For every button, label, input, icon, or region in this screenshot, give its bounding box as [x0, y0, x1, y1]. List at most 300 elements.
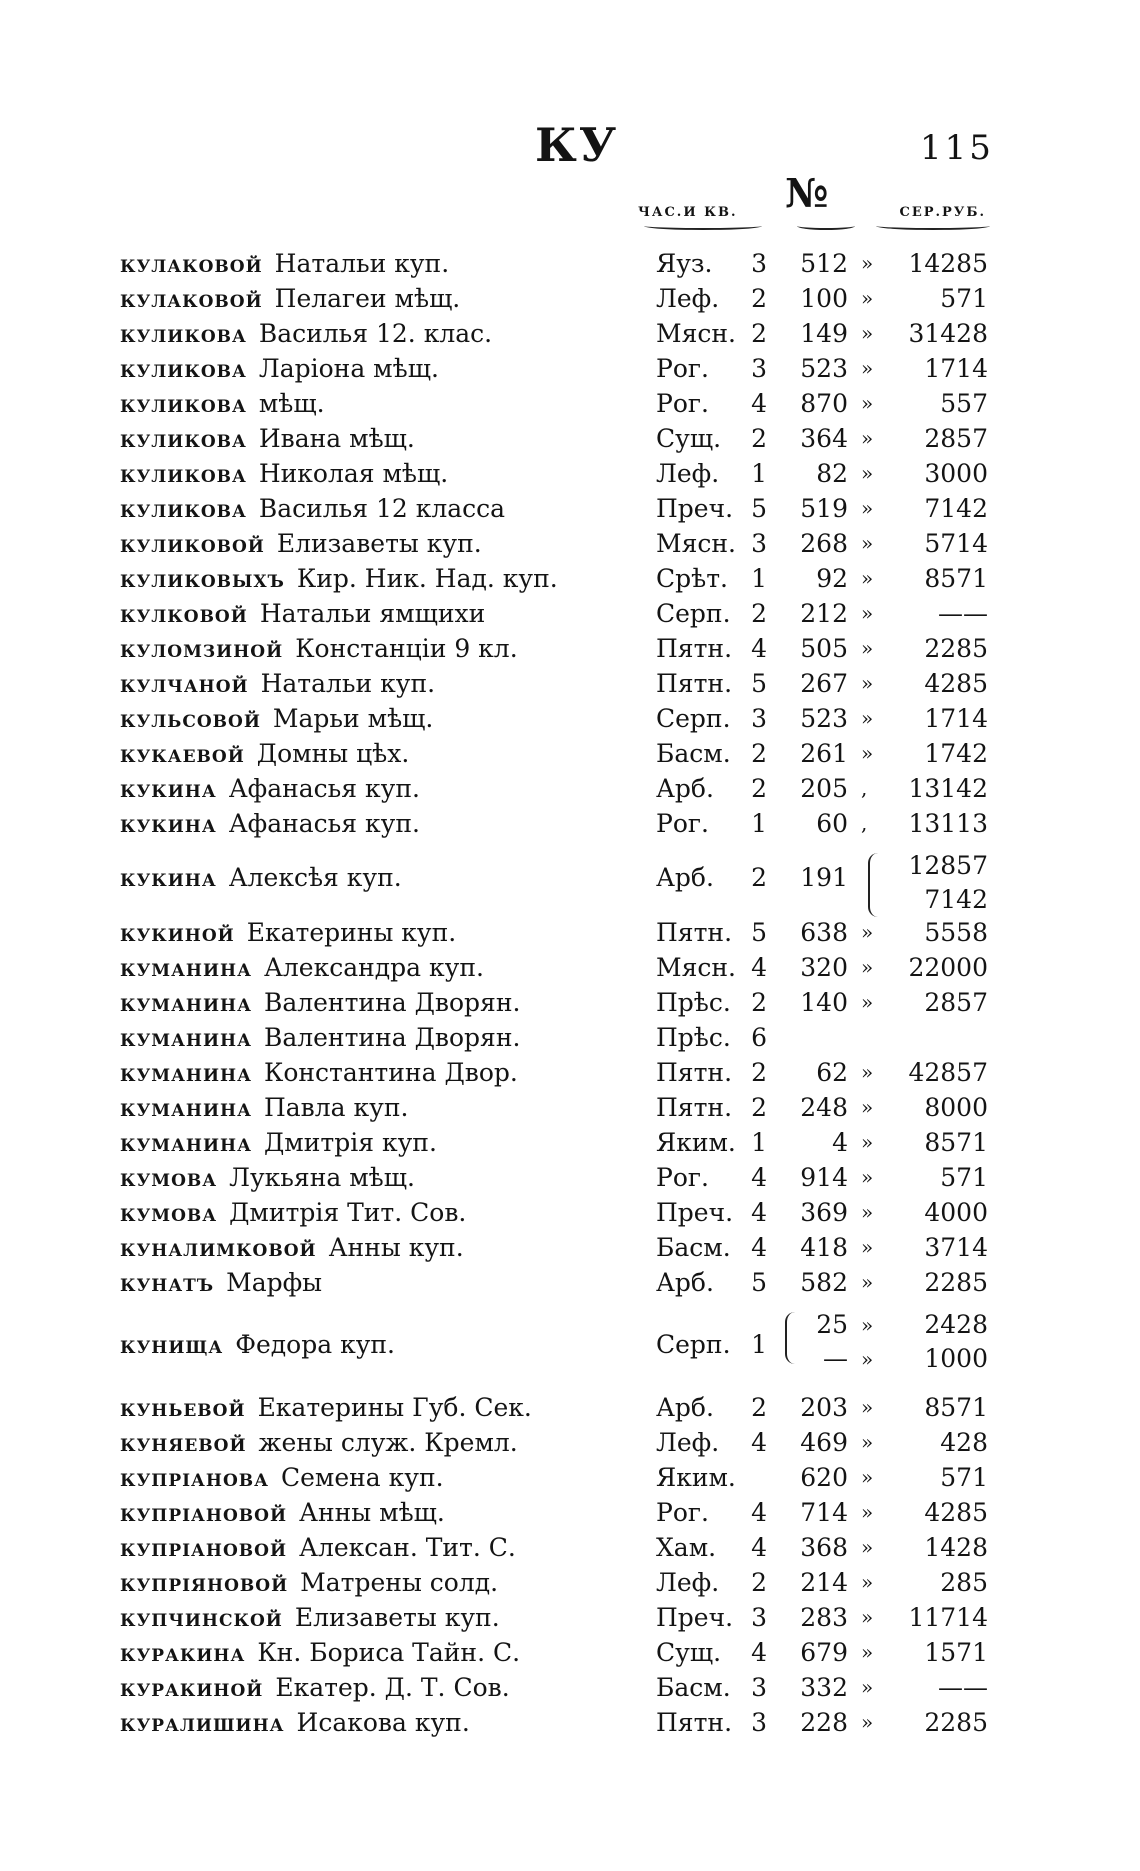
entry-district: Рог.: [656, 354, 709, 383]
entry-surname: куломзиной: [120, 634, 284, 663]
entry-price: 7142: [924, 494, 988, 523]
entry-description: Федора куп.: [235, 1330, 396, 1359]
entry-district: Хам.: [656, 1533, 717, 1562]
entry-row: [0, 351, 1140, 386]
entry-price: 11714: [908, 1603, 988, 1632]
entry-separator: »: [861, 990, 874, 1014]
entry-price-stack: [880, 849, 988, 917]
entry-price: 14285: [908, 249, 988, 278]
entry-price: 13142: [908, 774, 988, 803]
entry-surname: кульсовой: [120, 704, 261, 733]
entry-separator: »: [861, 671, 874, 695]
entry-separator: »: [861, 1095, 874, 1119]
entry-price: 285: [940, 1568, 988, 1597]
entry-district: Преч.: [656, 1198, 734, 1227]
entry-surname: кулковой: [120, 599, 248, 628]
entry-part: 2: [751, 739, 767, 768]
entry-number: 4: [832, 1128, 848, 1157]
entry-price: 428: [940, 1428, 988, 1457]
entry-district: Яким.: [656, 1463, 736, 1492]
entry-part: 2: [751, 319, 767, 348]
entry-price: 13113: [908, 809, 988, 838]
entry-row: [0, 1160, 1140, 1195]
entry-surname: куманина: [120, 1023, 252, 1052]
entry-description: Алексан. Тит. С.: [299, 1533, 516, 1562]
entry-description: Ларіона мѣщ.: [258, 354, 439, 383]
entry-part: 2: [751, 599, 767, 628]
entry-row: [0, 1425, 1140, 1460]
entry-number: 620: [800, 1463, 848, 1492]
entry-number: 228: [800, 1708, 848, 1737]
entry-part: 4: [751, 1163, 767, 1192]
entry-description: Николая мѣщ.: [258, 459, 449, 488]
entry-surname: куманина: [120, 1058, 252, 1087]
entry-price: 571: [940, 284, 988, 313]
entry-row: [0, 246, 1140, 281]
entry-separator: »: [861, 566, 874, 590]
entry-part: 3: [751, 1603, 767, 1632]
entry-number: 638: [800, 918, 848, 947]
entry-separator: »: [861, 1060, 874, 1084]
entry-description: Алексѣя куп.: [228, 863, 402, 892]
entry-separator: »: [861, 920, 874, 944]
entry-part: 2: [751, 774, 767, 803]
entry-row: [0, 771, 1140, 806]
entry-price: 1000: [924, 1344, 988, 1373]
entry-description: Матрены солд.: [300, 1568, 499, 1597]
entry-surname: кулчаной: [120, 669, 249, 698]
entry-row: [0, 915, 1140, 950]
entry-part: 5: [751, 1268, 767, 1297]
entry-surname: куликова: [120, 494, 247, 523]
entry-separator: »: [861, 1710, 874, 1734]
entry-district: Сущ.: [656, 1638, 722, 1667]
entry-number: 191: [800, 863, 848, 892]
entry-number: 82: [816, 459, 848, 488]
entry-district: Серп.: [656, 599, 731, 628]
entry-district: Яуз.: [656, 249, 713, 278]
entry-number: 320: [800, 953, 848, 982]
entry-district: Прѣс.: [656, 1023, 731, 1052]
entry-row: [0, 1565, 1140, 1600]
entry-row: [0, 1125, 1140, 1160]
entry-district: Арб.: [656, 1393, 714, 1422]
entry-district: Серп.: [656, 704, 731, 733]
entry-separator: »: [861, 1675, 874, 1699]
entry-price: 8000: [924, 1093, 988, 1122]
entry-price: 2285: [924, 1708, 988, 1737]
entry-district: Басм.: [656, 1233, 731, 1262]
entry-district: Пятн.: [656, 1093, 733, 1122]
entry-price: 571: [940, 1463, 988, 1492]
entry-separator: »: [861, 601, 874, 625]
entry-separator: »: [861, 1130, 874, 1154]
entry-part: 2: [751, 1093, 767, 1122]
entry-row: [0, 849, 1140, 914]
entry-row: [0, 1230, 1140, 1265]
entry-surname: кулаковой: [120, 284, 263, 313]
entry-separator: »: [861, 496, 874, 520]
entry-part: 5: [751, 494, 767, 523]
entry-surname: куликова: [120, 424, 247, 453]
entry-surname: купріанова: [120, 1463, 269, 1492]
entry-price: 557: [940, 389, 988, 418]
entry-description: Константина Двор.: [263, 1058, 518, 1087]
entry-description: Лукьяна мѣщ.: [229, 1163, 415, 1192]
entry-row: [0, 1308, 1140, 1382]
entry-row: [0, 491, 1140, 526]
entry-part: 3: [751, 704, 767, 733]
entry-separator: »: [861, 1165, 874, 1189]
column-header-price: СЕР.РУБ.: [899, 205, 986, 220]
entry-separator: »: [861, 1570, 874, 1594]
entry-number: 582: [800, 1268, 848, 1297]
entry-part: 3: [751, 354, 767, 383]
entry-row: [0, 1460, 1140, 1495]
entry-number: 714: [800, 1498, 848, 1527]
entry-row: [0, 1600, 1140, 1635]
entry-price: 7142: [924, 885, 988, 914]
entry-row: [0, 1670, 1140, 1705]
entry-surname: купчинской: [120, 1603, 283, 1632]
entry-number: 205: [800, 774, 848, 803]
entry-part: 5: [751, 918, 767, 947]
entry-number-stack: [800, 1308, 848, 1376]
entry-price: 2285: [924, 1268, 988, 1297]
entry-part: 3: [751, 529, 767, 558]
entry-district: Мясн.: [656, 319, 736, 348]
entry-price: 2285: [924, 634, 988, 663]
entry-surname: кукина: [120, 774, 217, 803]
entry-description: Домны цѣх.: [256, 739, 410, 768]
entry-description: Дмитрія Тит. Сов.: [229, 1198, 467, 1227]
entry-separator: »: [861, 1270, 874, 1294]
entry-separator: »: [861, 1347, 874, 1371]
entry-row: [0, 985, 1140, 1020]
entry-row: [0, 561, 1140, 596]
entry-separator: »: [861, 1500, 874, 1524]
entry-part: 2: [751, 988, 767, 1017]
entry-number: 100: [800, 284, 848, 313]
entry-description: Кн. Бориса Тайн. С.: [257, 1638, 521, 1667]
entry-number: 283: [800, 1603, 848, 1632]
entry-number: —: [823, 1344, 848, 1373]
entry-surname: куманина: [120, 988, 252, 1017]
entry-separator: »: [861, 391, 874, 415]
entry-separator: »: [861, 356, 874, 380]
entry-description: Натальи куп.: [260, 669, 436, 698]
entry-description: Елизаветы куп.: [276, 529, 482, 558]
entry-separator: »: [861, 286, 874, 310]
entry-number: 512: [800, 249, 848, 278]
entry-part: 4: [751, 1233, 767, 1262]
entry-district: Басм.: [656, 739, 731, 768]
entry-description: Афанасья куп.: [228, 774, 420, 803]
entry-part: 1: [751, 809, 767, 838]
entry-description: Семена куп.: [280, 1463, 444, 1492]
entry-number: 505: [800, 634, 848, 663]
entry-district: Рог.: [656, 1163, 709, 1192]
entry-part: 2: [751, 1568, 767, 1597]
entry-description: Анны куп.: [328, 1233, 464, 1262]
entry-description: Екатерины куп.: [246, 918, 457, 947]
entry-surname: куманина: [120, 1093, 252, 1122]
entry-separator: »: [861, 1605, 874, 1629]
entry-row: [0, 1705, 1140, 1740]
entry-surname: куралишина: [120, 1708, 285, 1737]
entry-number: 60: [816, 809, 848, 838]
entry-price: 4285: [924, 669, 988, 698]
entry-separator: »: [861, 1395, 874, 1419]
entry-separator: »: [861, 741, 874, 765]
entry-number: 418: [800, 1233, 848, 1262]
entry-row: [0, 701, 1140, 736]
entry-price: 1428: [924, 1533, 988, 1562]
entry-surname: кунатъ: [120, 1268, 215, 1297]
entry-district: Прѣс.: [656, 988, 731, 1017]
entry-price: 3000: [924, 459, 988, 488]
entry-description: Марьи мѣщ.: [272, 704, 434, 733]
entry-row: [0, 1495, 1140, 1530]
entry-district: Рог.: [656, 1498, 709, 1527]
entry-price: 8571: [924, 1128, 988, 1157]
entry-part: 4: [751, 389, 767, 418]
entry-number: 62: [816, 1058, 848, 1087]
entry-part: 4: [751, 1428, 767, 1457]
entry-price: 5714: [924, 529, 988, 558]
entry-separator: »: [861, 1465, 874, 1489]
entry-row: [0, 1055, 1140, 1090]
entry-price: 1571: [924, 1638, 988, 1667]
entry-row: [0, 1265, 1140, 1300]
column-header-district: ЧАС.И КВ.: [638, 205, 738, 220]
entry-price: ——: [938, 1673, 988, 1702]
entry-description: Екатер. Д. Т. Сов.: [275, 1673, 510, 1702]
entry-number: 140: [800, 988, 848, 1017]
entry-price: 571: [940, 1163, 988, 1192]
entry-district: Леф.: [656, 284, 720, 313]
brace-mark: [785, 1312, 795, 1364]
entry-part: 2: [751, 1058, 767, 1087]
entry-price: 4000: [924, 1198, 988, 1227]
entry-surname: купріановой: [120, 1498, 288, 1527]
entry-number: 248: [800, 1093, 848, 1122]
entry-description: Валентина Дворян.: [263, 1023, 521, 1052]
entry-price: 5558: [924, 918, 988, 947]
entry-sep-stack: [861, 1308, 873, 1376]
entry-district: Пятн.: [656, 669, 733, 698]
entry-surname: куньевой: [120, 1393, 246, 1422]
entry-price: 3714: [924, 1233, 988, 1262]
entry-description: Дмитрія куп.: [263, 1128, 437, 1157]
entry-description: Констанціи 9 кл.: [295, 634, 518, 663]
entry-number: 369: [800, 1198, 848, 1227]
entry-number: 523: [800, 704, 848, 733]
entry-district: Леф.: [656, 1428, 720, 1457]
entry-number: 469: [800, 1428, 848, 1457]
entry-separator: »: [861, 531, 874, 555]
brace-mark: [868, 853, 878, 917]
entry-surname: куликова: [120, 459, 247, 488]
entry-separator: »: [861, 1235, 874, 1259]
entry-part: 2: [751, 1393, 767, 1422]
entry-district: Пятн.: [656, 634, 733, 663]
entry-part: 3: [751, 1673, 767, 1702]
entry-description: Натальи куп.: [274, 249, 450, 278]
entry-part: 3: [751, 1708, 767, 1737]
entry-district: Преч.: [656, 1603, 734, 1632]
entry-surname: купріяновой: [120, 1568, 289, 1597]
entry-description: Анны мѣщ.: [299, 1498, 445, 1527]
entry-district: Басм.: [656, 1673, 731, 1702]
entry-part: 4: [751, 953, 767, 982]
entry-price: 2857: [924, 988, 988, 1017]
entry-description: Натальи ямщихи: [259, 599, 486, 628]
entry-district: Срѣт.: [656, 564, 728, 593]
entry-number: 268: [800, 529, 848, 558]
entry-district: Арб.: [656, 774, 714, 803]
entry-part: 5: [751, 669, 767, 698]
entry-district: Пятн.: [656, 1708, 733, 1737]
entry-row: [0, 596, 1140, 631]
entry-separator: »: [861, 706, 874, 730]
entry-row: [0, 736, 1140, 771]
entry-row: [0, 456, 1140, 491]
entry-district: Леф.: [656, 1568, 720, 1597]
entry-number: 364: [800, 424, 848, 453]
entry-separator: ,: [861, 776, 868, 800]
entry-surname: куманина: [120, 953, 252, 982]
entry-part: 2: [751, 424, 767, 453]
header-brace: [644, 222, 762, 230]
entry-description: Марфы: [226, 1268, 323, 1297]
entry-row: [0, 421, 1140, 456]
entry-separator: »: [861, 636, 874, 660]
entry-part: 4: [751, 1498, 767, 1527]
entry-number: 914: [800, 1163, 848, 1192]
entry-district: Серп.: [656, 1330, 731, 1359]
entry-surname: куманина: [120, 1128, 252, 1157]
entry-price: 12857: [908, 851, 988, 880]
entry-district: Пятн.: [656, 1058, 733, 1087]
entry-row: [0, 1390, 1140, 1425]
entry-description: Александра куп.: [263, 953, 484, 982]
entry-surname: куликова: [120, 354, 247, 383]
entry-description: Афанасья куп.: [228, 809, 420, 838]
entry-price: 22000: [908, 953, 988, 982]
entry-row: [0, 1020, 1140, 1055]
entry-number: 332: [800, 1673, 848, 1702]
entry-description: Ивана мѣщ.: [258, 424, 415, 453]
entry-number: 870: [800, 389, 848, 418]
entry-district: Преч.: [656, 494, 734, 523]
entry-surname: кукиной: [120, 918, 235, 947]
entry-surname: кукина: [120, 863, 217, 892]
entry-row: [0, 1090, 1140, 1125]
entry-part: 1: [751, 1330, 767, 1359]
entry-number: 149: [800, 319, 848, 348]
entry-price-stack: [880, 1308, 988, 1376]
entry-description: Пелагеи мѣщ.: [274, 284, 461, 313]
entry-description: Елизаветы куп.: [294, 1603, 500, 1632]
entry-district: Яким.: [656, 1128, 736, 1157]
entry-surname: куликовой: [120, 529, 265, 558]
entry-description: Валентина Дворян.: [263, 988, 521, 1017]
entry-number: 214: [800, 1568, 848, 1597]
entry-row: [0, 1195, 1140, 1230]
entry-separator: »: [861, 426, 874, 450]
entry-district: Рог.: [656, 809, 709, 838]
entry-description: Екатерины Губ. Сек.: [257, 1393, 532, 1422]
entry-surname: кумова: [120, 1198, 218, 1227]
entry-separator: »: [861, 251, 874, 275]
entry-row: [0, 806, 1140, 841]
entry-description: Василья 12. клас.: [258, 319, 493, 348]
entries-list: [0, 246, 1140, 1740]
entry-number: 203: [800, 1393, 848, 1422]
entry-part: 3: [751, 249, 767, 278]
entry-district: Сущ.: [656, 424, 722, 453]
entry-part: 4: [751, 1198, 767, 1227]
entry-description: Павла куп.: [263, 1093, 409, 1122]
entry-number: 519: [800, 494, 848, 523]
entry-price: 4285: [924, 1498, 988, 1527]
entry-surname: куликовыхъ: [120, 564, 285, 593]
entry-separator: »: [861, 1430, 874, 1454]
entry-row: [0, 950, 1140, 985]
entry-surname: кулаковой: [120, 249, 263, 278]
entry-surname: куликова: [120, 319, 247, 348]
entry-district: Арб.: [656, 863, 714, 892]
entry-part: 2: [751, 284, 767, 313]
entry-price: 31428: [908, 319, 988, 348]
entry-number: 25: [816, 1310, 848, 1339]
entry-description: Исакова куп.: [296, 1708, 470, 1737]
entry-row: [0, 1530, 1140, 1565]
entry-district: Арб.: [656, 1268, 714, 1297]
entry-district: Мясн.: [656, 953, 736, 982]
entry-row: [0, 1635, 1140, 1670]
entry-surname: куняевой: [120, 1428, 247, 1457]
entry-row: [0, 281, 1140, 316]
entry-part: 4: [751, 634, 767, 663]
entry-row: [0, 386, 1140, 421]
entry-district: Рог.: [656, 389, 709, 418]
entry-part: 4: [751, 1638, 767, 1667]
page-number: 115: [920, 128, 994, 168]
entry-number: 523: [800, 354, 848, 383]
entry-surname: куликова: [120, 389, 247, 418]
entry-district: Мясн.: [656, 529, 736, 558]
entry-separator: »: [861, 321, 874, 345]
entry-price: 42857: [908, 1058, 988, 1087]
entry-description: Василья 12 класса: [258, 494, 506, 523]
entry-description: Кир. Ник. Над. куп.: [296, 564, 558, 593]
entry-separator: ,: [861, 811, 868, 835]
entry-surname: купріановой: [120, 1533, 288, 1562]
entry-description: мѣщ.: [258, 389, 325, 418]
entry-price: 1742: [924, 739, 988, 768]
entry-surname: кумова: [120, 1163, 218, 1192]
entry-separator: »: [861, 1640, 874, 1664]
entry-price: 8571: [924, 564, 988, 593]
entry-surname: куракина: [120, 1638, 246, 1667]
entry-separator: »: [861, 955, 874, 979]
header-brace: [876, 222, 990, 230]
entry-row: [0, 316, 1140, 351]
entry-part: 1: [751, 1128, 767, 1157]
entry-separator: »: [861, 1200, 874, 1224]
